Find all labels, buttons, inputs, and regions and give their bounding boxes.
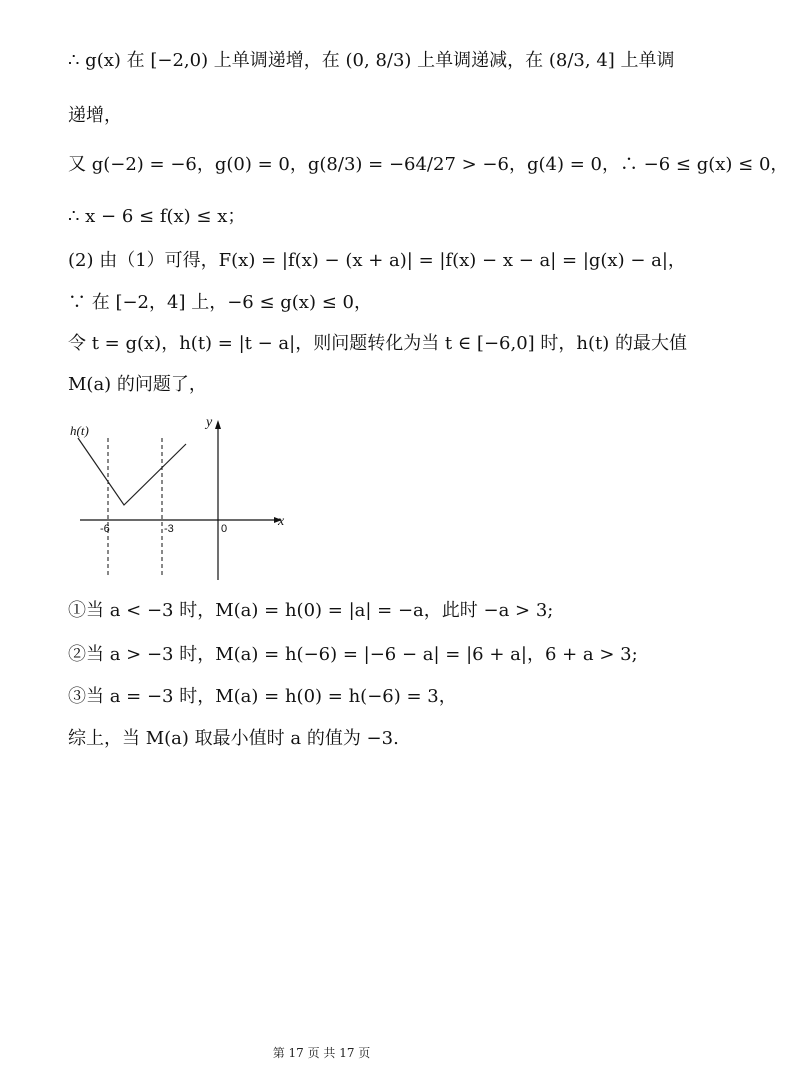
- y-axis-label: y: [206, 415, 213, 430]
- text-line-9: ①当 a < −3 时，M(a) = h(0) = |a| = −a，此时 −a > 3;: [68, 600, 554, 621]
- tick-label-neg3: -3: [164, 523, 174, 535]
- h-t-curve: [78, 438, 186, 505]
- text-line-5: (2) 由（1）可得，F(x) = |f(x) − (x + a)| = |f(x) − x − a| = |g(x) − a|，: [68, 250, 686, 271]
- text-line-8: M(a) 的问题了，: [68, 374, 207, 395]
- text-line-7: 令 t = g(x)，h(t) = |t − a|，则问题转化为当 t ∈ [−6,0] 时，h(t) 的最大值: [68, 333, 688, 354]
- text-line-3: 又 g(−2) = −6，g(0) = 0，g(8/3) = −64/27 > −6，g(4) = 0，∴ −6 ≤ g(x) ≤ 0，: [68, 154, 788, 175]
- text-line-4: ∴ x − 6 ≤ f(x) ≤ x；: [68, 206, 246, 227]
- text-line-1: ∴ g(x) 在 [−2,0) 上单调递增，在 (0, 8/3) 上单调递减，在 (8/3, 4] 上单调: [68, 50, 675, 71]
- origin-label: 0: [221, 523, 228, 535]
- page-footer: 第 17 页 共 17 页: [272, 1046, 371, 1060]
- text-line-6: ∵ 在 [−2，4] 上，−6 ≤ g(x) ≤ 0，: [68, 292, 372, 313]
- x-axis-label: x: [278, 514, 285, 529]
- h-t-graph: [68, 408, 298, 584]
- text-line-11: ③当 a = −3 时，M(a) = h(0) = h(−6) = 3，: [68, 686, 457, 707]
- tick-label-neg6: -6: [100, 523, 110, 535]
- text-line-10: ②当 a > −3 时，M(a) = h(−6) = |−6 − a| = |6 + a|，6 + a > 3;: [68, 644, 638, 665]
- text-line-12: 综上，当 M(a) 取最小值时 a 的值为 −3.: [68, 728, 399, 749]
- text-line-2: 递增，: [68, 105, 122, 126]
- y-axis-arrow: [215, 420, 221, 429]
- curve-label: h(t): [70, 423, 89, 438]
